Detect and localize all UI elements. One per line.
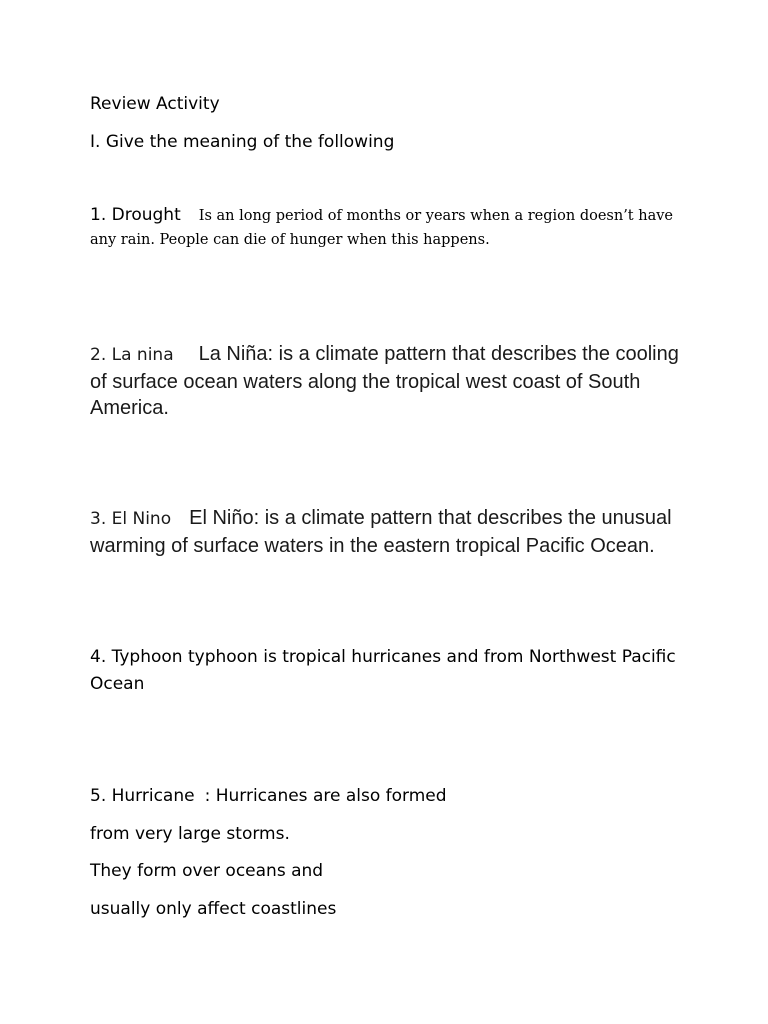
item-definition: Is an long period of months or years when a region doesn’t have any rain. People can die of hunger when this happens. — [90, 208, 673, 248]
item-definition-line: from very large storms. — [90, 824, 290, 844]
item-definition: El Niño: is a climate pattern that describes the unusual warming of surface waters in the eastern tropical Pacific Ocean. — [90, 507, 672, 557]
item-label: 4. Typhoon — [90, 647, 183, 667]
item-hurricane — [90, 786, 685, 806]
item-definition-line: : Hurricanes are also formed — [204, 786, 447, 806]
item-el-nino — [90, 505, 685, 559]
item-la-nina — [90, 341, 685, 422]
item-typhoon — [90, 644, 685, 697]
item-definition: La Niña: is a climate pattern that describes the cooling of surface ocean waters along the tropical west coast of South America. — [90, 343, 679, 419]
item-definition-line: usually only affect coastlines — [90, 899, 337, 919]
item-label: 1. Drought — [90, 205, 181, 225]
item-label: 3. El Nino — [90, 509, 172, 529]
document-title: Review Activity — [90, 94, 220, 114]
item-definition-line: They form over oceans and — [90, 861, 324, 881]
item-definition: typhoon is tropical hurricanes and from Northwest Pacific Ocean — [90, 647, 676, 694]
instruction-text: I. Give the meaning of the following — [90, 132, 395, 152]
item-label: 2. La nina — [90, 345, 174, 365]
item-label: 5. Hurricane — [90, 786, 195, 806]
item-drought — [90, 204, 685, 252]
